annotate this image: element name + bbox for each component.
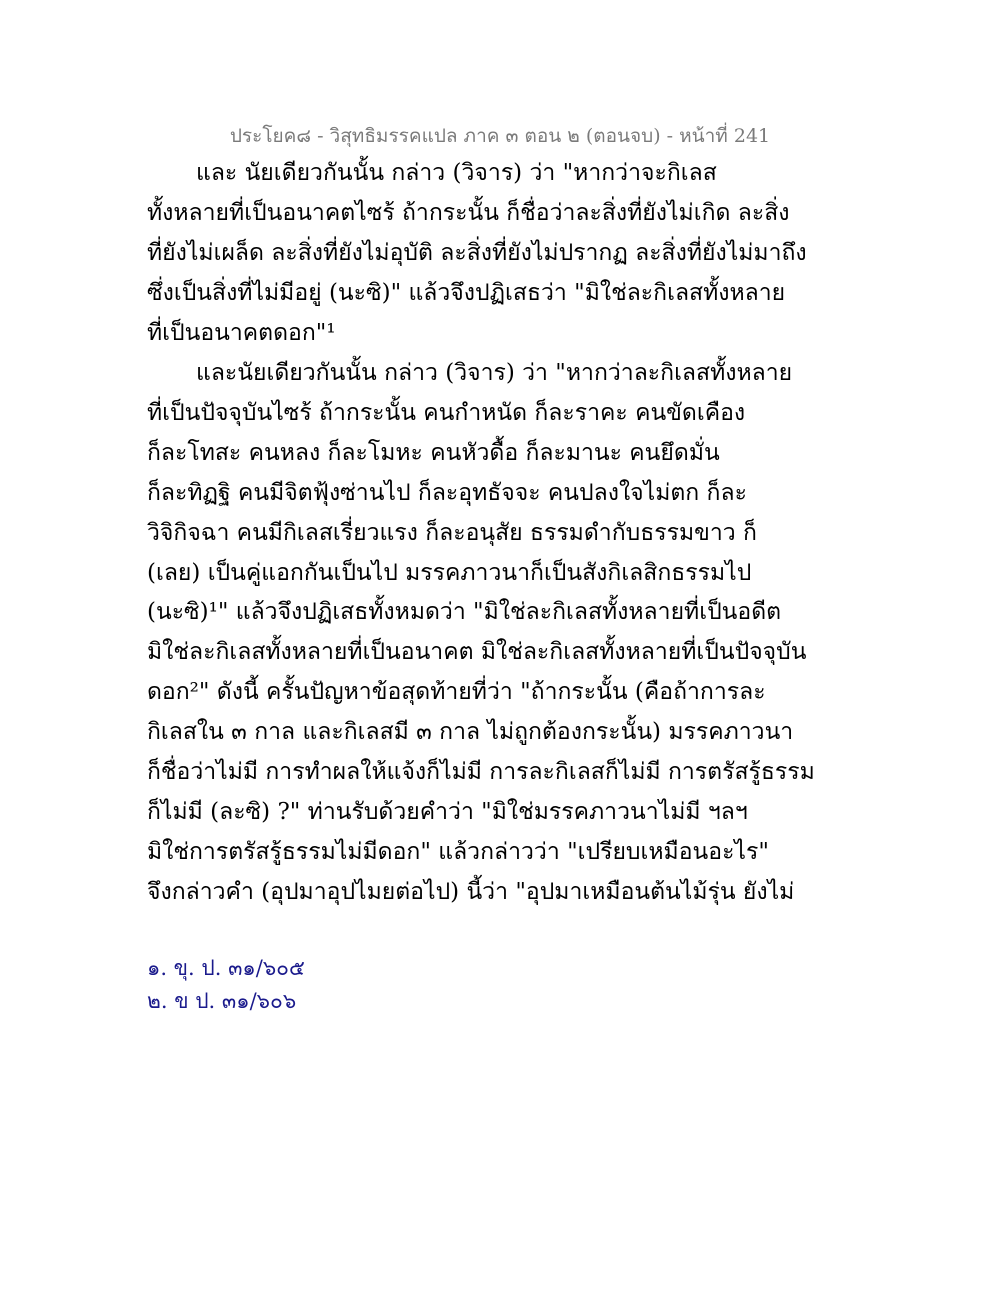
text-line: ดอก²" ดังนี้ ครั้นปัญหาข้อสุดท้ายที่ว่า "ถ้ากระนั้น (คือถ้าการละ — [147, 679, 766, 705]
text-line: ที่เป็นปัจจุบันไซร้ ถ้ากระนั้น คนกำหนัด ก็ละราคะ คนขัดเคือง — [147, 400, 746, 426]
text-line: ซึ่งเป็นสิ่งที่ไม่มีอยู่ (นะซิ)" แล้วจึงปฏิเสธว่า "มิใช่ละกิเลสทั้งหลาย — [147, 280, 786, 306]
text-line: กิเลสใน ๓ กาล และกิเลสมี ๓ กาล ไม่ถูกต้องกระนั้น) มรรคภาวนา — [147, 719, 794, 745]
text-line: และนัยเดียวกันนั้น กล่าว (วิจาร) ว่า "หากว่าละกิเลสทั้งหลาย — [196, 360, 793, 386]
text-line: ก็ชื่อว่าไม่มี การทำผลให้แจ้งก็ไม่มี การละกิเลสก็ไม่มี การตรัสรู้ธรรม — [147, 759, 815, 785]
text-line: มิใช่การตรัสรู้ธรรมไม่มีดอก" แล้วกล่าวว่า "เปรียบเหมือนอะไร" — [147, 839, 769, 865]
text-line: ก็ไม่มี (ละซิ) ?" ท่านรับด้วยคำว่า "มิใช่มรรคภาวนาไม่มี ฯลฯ — [147, 799, 748, 825]
text-line: ที่เป็นอนาคตดอก"¹ — [147, 320, 336, 346]
text-line: มิใช่ละกิเลสทั้งหลายที่เป็นอนาคต มิใช่ละกิเลสทั้งหลายที่เป็นปัจจุบัน — [147, 639, 807, 665]
text-line: ที่ยังไม่เผล็ด ละสิ่งที่ยังไม่อุบัติ ละสิ่งที่ยังไม่ปรากฏ ละสิ่งที่ยังไม่มาถึง — [147, 240, 807, 266]
text-line: ทั้งหลายที่เป็นอนาคตไซร้ ถ้ากระนั้น ก็ชื่อว่าละสิ่งที่ยังไม่เกิด ละสิ่ง — [147, 200, 790, 226]
text-line: ก็ละโทสะ คนหลง ก็ละโมหะ คนหัวดื้อ ก็ละมานะ คนยึดมั่น — [147, 440, 720, 466]
text-line: และ นัยเดียวกันนั้น กล่าว (วิจาร) ว่า "หากว่าจะกิเลส — [196, 160, 717, 186]
text-line: วิจิกิจฉา คนมีกิเลสเรี่ยวแรง ก็ละอนุสัย ธรรมดำกับธรรมขาว ก็ — [147, 520, 757, 546]
footnote: ๑. ขุ. ป. ๓๑/๖๐๕ — [147, 956, 305, 980]
text-line: (นะซิ)¹" แล้วจึงปฏิเสธทั้งหมดว่า "มิใช่ละกิเลสทั้งหลายที่เป็นอดีต — [147, 599, 782, 625]
text-line: (เลย) เป็นคู่แอกกันเป็นไป มรรคภาวนาก็เป็นสังกิเลสิกธรรมไป — [147, 560, 752, 586]
text-line: ก็ละทิฏฐิ คนมีจิตฟุ้งซ่านไป ก็ละอุทธัจจะ คนปลงใจไม่ตก ก็ละ — [147, 480, 747, 506]
page-header: ประโยค๘ - วิสุทธิมรรคแปล ภาค ๓ ตอน ๒ (ตอนจบ) - หน้าที่ 241 — [229, 125, 771, 147]
footnote: ๒. ข ป. ๓๑/๖๐๖ — [147, 989, 297, 1013]
text-line: จึงกล่าวคำ (อุปมาอุปไมยต่อไป) นี้ว่า "อุปมาเหมือนต้นไม้รุ่น ยังไม่ — [147, 879, 795, 905]
